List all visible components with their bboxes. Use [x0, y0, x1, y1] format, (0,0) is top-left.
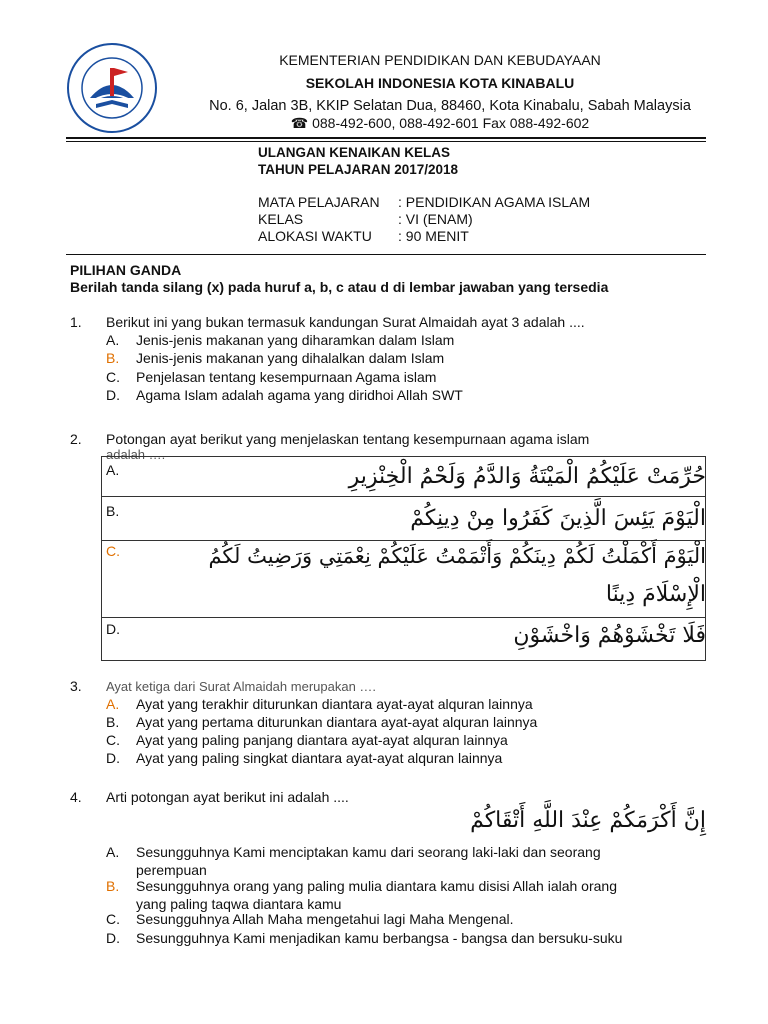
option-d-label: D.	[106, 621, 120, 637]
school-address: No. 6, Jalan 3B, KKIP Selatan Dua, 88460, Kota Kinabalu, Sabah Malaysia	[209, 98, 691, 114]
section-divider	[66, 254, 706, 255]
option-a: A. Jenis-jenis makanan yang diharamkan dalam Islam	[106, 332, 455, 348]
school-name: SEKOLAH INDONESIA KOTA KINABALU	[305, 75, 575, 91]
option-a: A. Sesungguhnya Kami menciptakan kamu dari seorang laki-laki dan seorang perempuan	[106, 844, 601, 878]
question-number: 4.	[70, 789, 82, 805]
table-row-border	[101, 540, 706, 541]
option-d-arabic: فَلَا تَخْشَوْهُمْ وَاخْشَوْنِ	[513, 623, 706, 648]
option-a: A. Ayat yang terakhir diturunkan diantara ayat-ayat alquran lainnya	[106, 696, 533, 712]
option-c-label: C.	[106, 543, 120, 559]
table-row-border	[101, 617, 706, 618]
option-b-label: B.	[106, 503, 120, 519]
meta-subject: MATA PELAJARAN : PENDIDIKAN AGAMA ISLAM	[258, 194, 591, 210]
table-row-border	[101, 496, 706, 497]
table-top-border	[101, 456, 706, 457]
option-c: C. Ayat yang paling panjang diantara ayat-ayat alquran lainnya	[106, 732, 508, 748]
question-text-cont: adalah ….	[106, 447, 166, 462]
exam-title: ULANGAN KENAIKAN KELAS	[258, 145, 450, 160]
option-a-label: A.	[106, 462, 120, 478]
table-left-border	[101, 456, 102, 660]
option-d: D. Ayat yang paling singkat diantara ayat-ayat alquran lainnya	[106, 750, 503, 766]
meta-time: ALOKASI WAKTU : 90 MENIT	[258, 228, 469, 244]
option-d: D. Agama Islam adalah agama yang diridhoi Allah SWT	[106, 387, 463, 403]
school-phone: ☎ 088-492-600, 088-492-601 Fax 088-492-602	[290, 115, 590, 131]
option-b: B. Jenis-jenis makanan yang dihalalkan dalam Islam	[106, 350, 445, 366]
section-title: PILIHAN GANDA	[70, 262, 182, 278]
option-b-arabic: الْيَوْمَ يَئِسَ الَّذِينَ كَفَرُوا مِنْ دِينِكُمْ	[410, 506, 706, 531]
exam-year: TAHUN PELAJARAN 2017/2018	[258, 162, 459, 177]
ministry-name: KEMENTERIAN PENDIDIKAN DAN KEBUDAYAAN	[279, 52, 601, 68]
section-instruction: Berilah tanda silang (x) pada huruf a, b, c atau d di lembar jawaban yang tersedia	[70, 279, 609, 295]
question-text: Berikut ini yang bukan termasuk kandungan Surat Almaidah ayat 3 adalah ....	[106, 314, 585, 330]
question-number: 3.	[70, 678, 82, 694]
header-divider-thin	[66, 141, 706, 142]
option-c: C. Sesungguhnya Allah Maha mengetahui lagi Maha Mengenal.	[106, 911, 514, 927]
header-divider	[66, 137, 706, 139]
question-number: 2.	[70, 431, 82, 447]
table-bottom-border	[101, 660, 706, 661]
option-c-arabic: الْيَوْمَ أَكْمَلْتُ لَكُمْ دِينَكُمْ وَأَتْمَمْتُ عَلَيْكُمْ نِعْمَتِي وَرَضِيتُ لَكُمُ	[208, 544, 706, 568]
school-logo	[66, 42, 158, 134]
meta-class: KELAS : VI (ENAM)	[258, 211, 473, 227]
question-text: Arti potongan ayat berikut ini adalah ....	[106, 789, 349, 805]
question-number: 1.	[70, 314, 82, 330]
option-b: B. Ayat yang pertama diturunkan diantara ayat-ayat alquran lainnya	[106, 714, 538, 730]
option-d: D. Sesungguhnya Kami menjadikan kamu berbangsa - bangsa dan bersuku-suku	[106, 930, 623, 946]
option-c: C. Penjelasan tentang kesempurnaan Agama islam	[106, 369, 437, 385]
option-c-arabic-cont: الْإِسْلَامَ دِينًا	[605, 582, 706, 607]
question-text: Potongan ayat berikut yang menjelaskan tentang kesempurnaan agama islam	[106, 431, 590, 447]
question-text: Ayat ketiga dari Surat Almaidah merupakan ….	[106, 679, 377, 694]
question-arabic: إِنَّ أَكْرَمَكُمْ عِنْدَ اللَّهِ أَتْقَاكُمْ	[470, 808, 706, 833]
option-b: B. Sesungguhnya orang yang paling mulia diantara kamu disisi Allah ialah orang yang paling taqwa diantara kamu	[106, 878, 617, 912]
option-a-arabic: حُرِّمَتْ عَلَيْكُمُ الْمَيْتَةُ وَالدَّمُ وَلَحْمُ الْخِنْزِيرِ	[348, 464, 706, 489]
